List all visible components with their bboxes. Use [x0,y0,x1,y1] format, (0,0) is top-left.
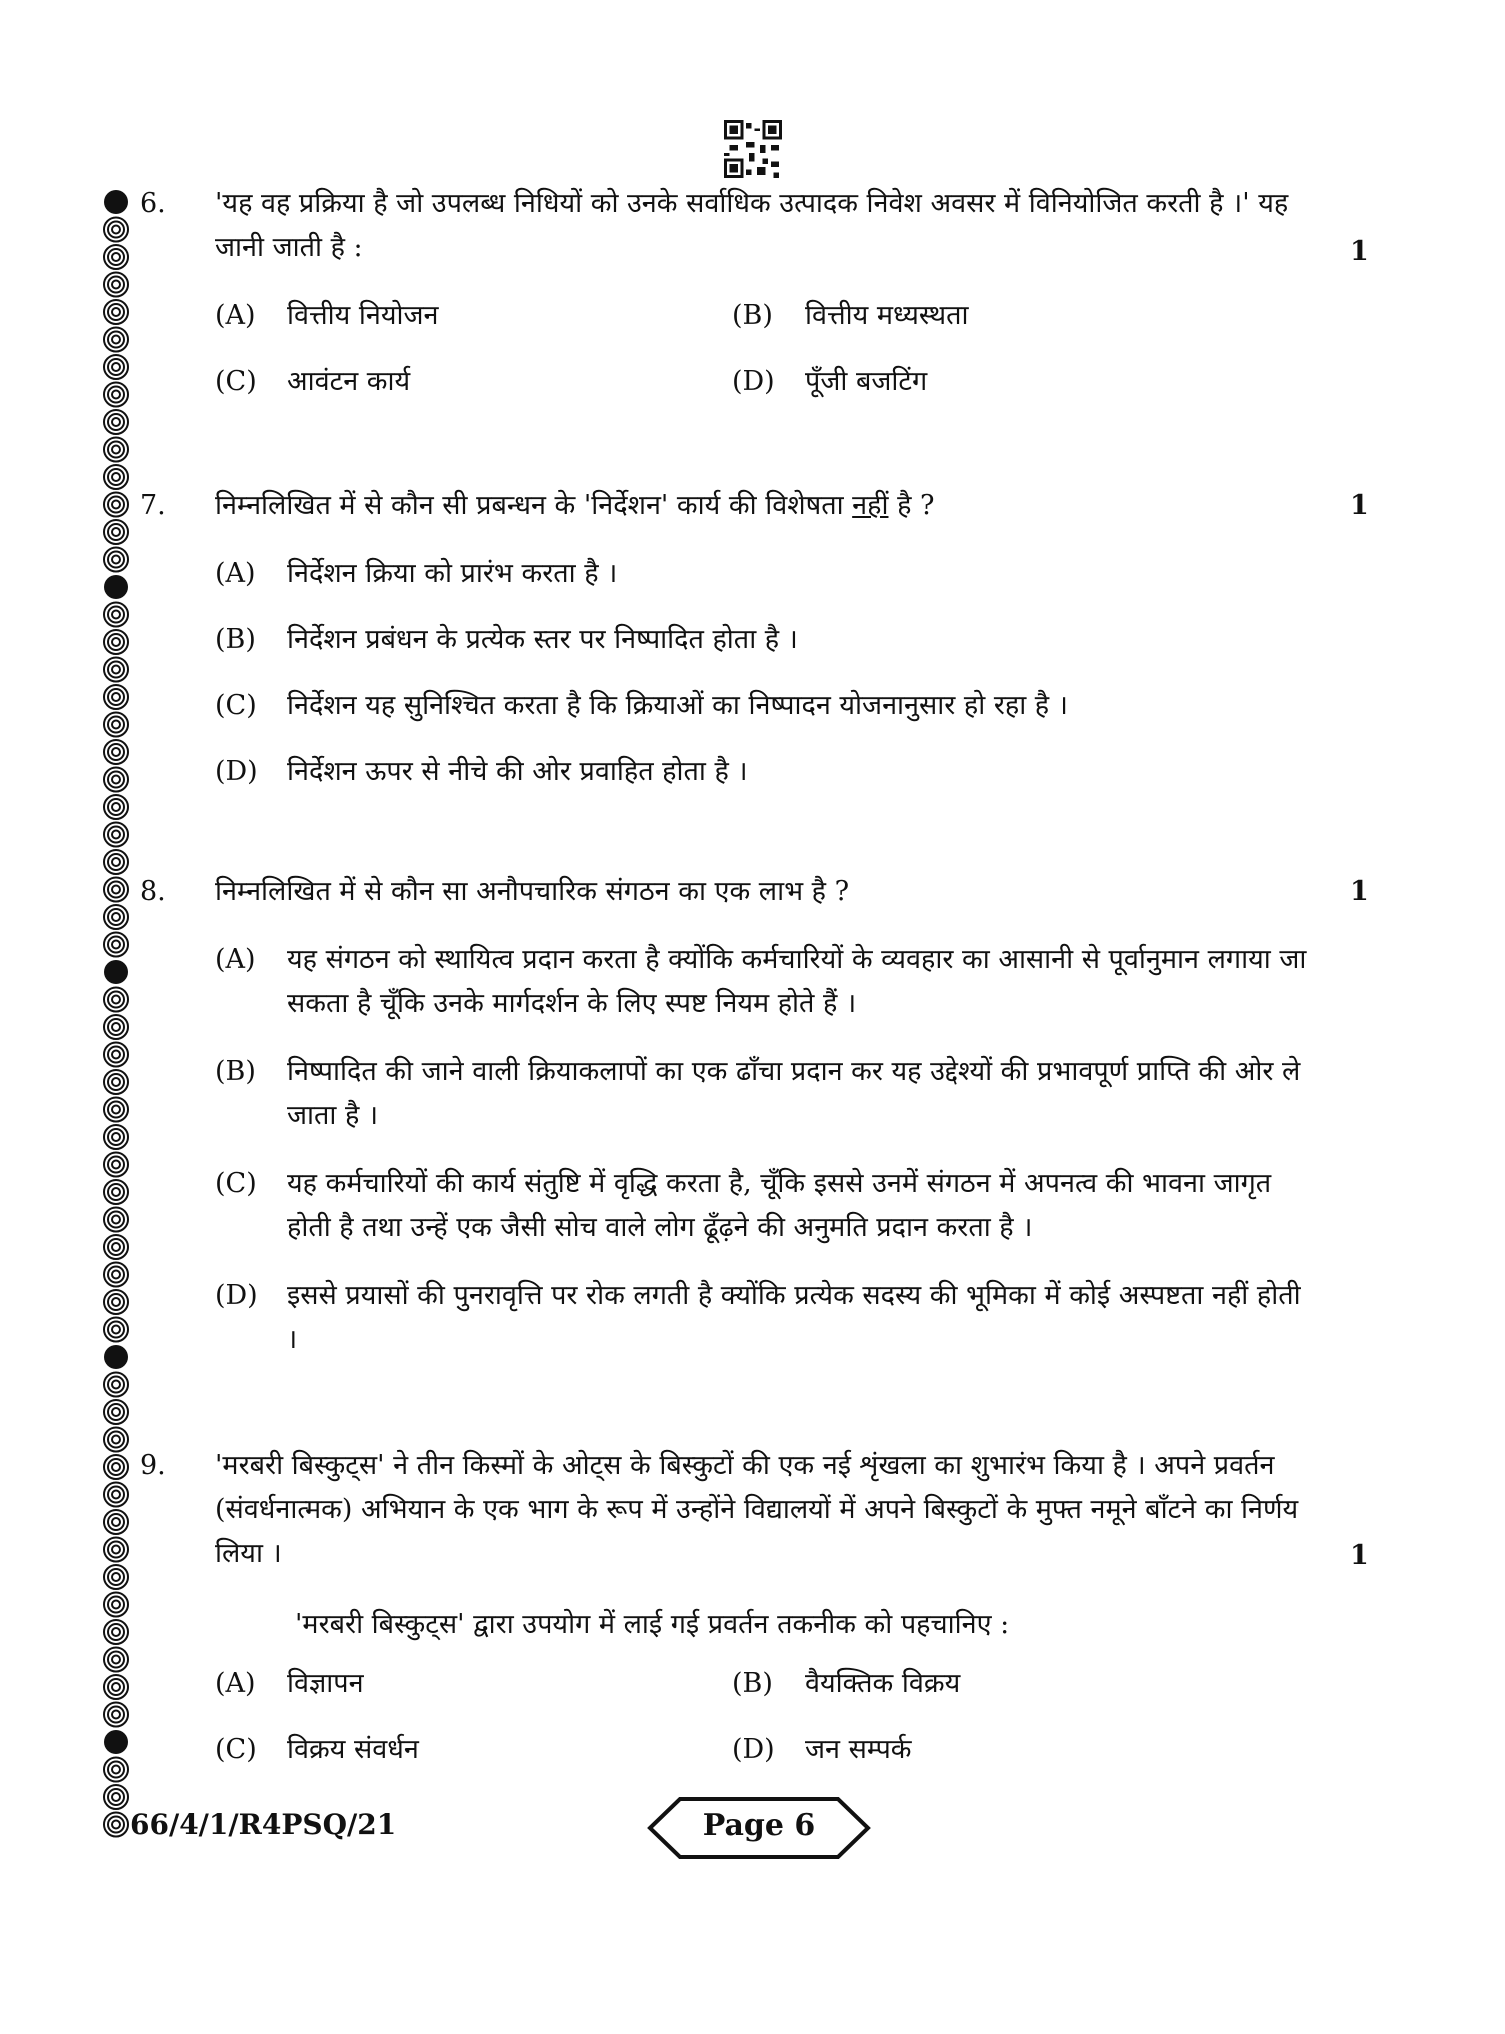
question-number: 6. [140,188,166,219]
option-text: विक्रय संवर्धन [287,1734,419,1765]
question-number: 9. [140,1450,166,1481]
question-text: 'मरबरी बिस्कुट्स' ने तीन किस्मों के ओट्स के बिस्कुटों की एक नई शृंखला का शुभारंभ किया है । अपने प्रवर्तन (संवर्धनात्मक) अभियान के एक भाग के रूप में उन्होंने विद्यालयों में अपने बिस्कुटों के मुफ्त नमूने बाँटने का निर्णय लिया । [215,1450,1299,1569]
margin-ring-icon [104,1043,128,1067]
margin-ring-icon [104,1290,128,1314]
option-label: (C) [215,690,257,721]
option-text: निर्देशन प्रबंधन के प्रत्येक स्तर पर निष्पादित होता है । [287,624,798,655]
margin-ring-icon [104,1675,128,1699]
option-label: (A) [215,300,256,331]
margin-ring-icon [104,1180,128,1204]
option-label: (B) [215,624,256,655]
question-text-part: निम्नलिखित में से कौन सी प्रबन्धन के 'निर्देशन' कार्य की विशेषता [215,490,853,521]
margin-ring-icon [104,245,128,269]
option-text: पूँजी बजटिंग [805,366,928,397]
question-emphasis: नहीं [852,490,889,521]
margin-ring-icon [104,960,128,984]
option-label: (D) [732,1734,775,1765]
margin-ring-icon [104,548,128,572]
option-text: आवंटन कार्य [287,366,411,397]
margin-ring-icon [104,1813,128,1837]
margin-ring-icon [104,1758,128,1782]
margin-ring-icon [104,878,128,902]
margin-ring-icon [104,988,128,1012]
margin-ring-icon [104,328,128,352]
margin-ring-icon [104,1153,128,1177]
option-label: (A) [215,558,256,589]
option-text: इससे प्रयासों की पुनरावृत्ति पर रोक लगती है क्योंकि प्रत्येक सदस्य की भूमिका में कोई अस्पष्टता नहीं होती । [287,1280,1301,1355]
margin-ring-icon [104,1318,128,1342]
option-label: (D) [215,1280,258,1311]
option-label: (C) [215,1734,257,1765]
margin-ring-icon [104,190,128,214]
margin-ring-icon [104,410,128,434]
margin-ring-icon [104,1538,128,1562]
margin-ring-icon [104,740,128,764]
margin-ring-icon [104,1428,128,1452]
margin-ring-icon [104,1098,128,1122]
margin-ring-icon [104,1070,128,1094]
margin-ring-icon [104,795,128,819]
margin-circle-column [96,188,136,1840]
page-number-badge [646,1796,872,1860]
margin-ring-icon [104,1648,128,1672]
question-text: निम्नलिखित में से कौन सा अनौपचारिक संगठन का एक लाभ है ? [215,876,850,907]
option-text: विज्ञापन [287,1668,364,1699]
paper-code: 66/4/1/R4PSQ/21 [130,1808,397,1841]
margin-ring-icon [104,273,128,297]
margin-ring-icon [104,823,128,847]
margin-ring-icon [104,1785,128,1809]
question-marks: 1 [1350,1540,1369,1571]
margin-ring-icon [104,713,128,737]
option-label: (A) [215,944,256,975]
option-label: (D) [732,366,775,397]
margin-ring-icon [104,1373,128,1397]
margin-ring-icon [104,1208,128,1232]
margin-ring-icon [104,1235,128,1259]
margin-ring-icon [104,1730,128,1754]
margin-ring-icon [104,685,128,709]
margin-ring-icon [104,465,128,489]
margin-ring-icon [104,1703,128,1727]
option-label: (B) [732,1668,773,1699]
page-number: Page 6 [702,1808,816,1843]
question-marks: 1 [1350,236,1369,267]
margin-ring-icon [104,1400,128,1424]
option-label: (D) [215,756,258,787]
question-marks: 1 [1350,876,1369,907]
margin-ring-icon [104,1510,128,1534]
margin-ring-icon [104,218,128,242]
margin-ring-icon [104,905,128,929]
option-label: (B) [732,300,773,331]
question-number: 8. [140,876,166,907]
qr-code-icon [724,120,782,178]
margin-ring-icon [104,850,128,874]
margin-ring-icon [104,630,128,654]
margin-ring-icon [104,575,128,599]
option-text: यह कर्मचारियों की कार्य संतुष्टि में वृद्धि करता है, चूँकि इससे उनमें संगठन में अपनत्व की भावना जागृत होती है तथा उन्हें एक जैसी सोच वाले लोग ढूँढ़ने की अनुमति प्रदान करता है । [287,1168,1272,1243]
option-text: निर्देशन ऊपर से नीचे की ओर प्रवाहित होता है । [287,756,748,787]
margin-ring-icon [104,355,128,379]
margin-ring-icon [104,1483,128,1507]
margin-ring-icon [104,658,128,682]
question-number: 7. [140,490,166,521]
margin-ring-icon [104,933,128,957]
margin-ring-icon [104,1455,128,1479]
margin-ring-icon [104,1565,128,1589]
question-marks: 1 [1350,490,1369,521]
option-text: निष्पादित की जाने वाली क्रियाकलापों का एक ढाँचा प्रदान कर यह उद्देश्यों की प्रभावपूर्ण प्राप्ति की ओर ले जाता है । [287,1056,1301,1131]
option-label: (C) [215,1168,257,1199]
option-text: वित्तीय नियोजन [287,300,439,331]
question-text: 'यह वह प्रक्रिया है जो उपलब्ध निधियों को उनके सर्वाधिक उत्पादक निवेश अवसर में विनियोजित करती है ।' यह जानी जाती है : [215,188,1289,263]
margin-ring-icon [104,1593,128,1617]
option-label: (B) [215,1056,256,1087]
margin-ring-icon [104,520,128,544]
option-text: जन सम्पर्क [805,1734,912,1765]
option-text: यह संगठन को स्थायित्व प्रदान करता है क्योंकि कर्मचारियों के व्यवहार का आसानी से पूर्वानुमान लगाया जा सकता है चूँकि उनके मार्गदर्शन के लिए स्पष्ट नियम होते हैं । [287,944,1307,1019]
option-text: वित्तीय मध्यस्थता [805,300,969,331]
option-text: निर्देशन यह सुनिश्चित करता है कि क्रियाओं का निष्पादन योजनानुसार हो रहा है । [287,690,1068,721]
margin-ring-icon [104,383,128,407]
margin-ring-icon [104,768,128,792]
question-subtext: 'मरबरी बिस्कुट्स' द्वारा उपयोग में लाई गई प्रवर्तन तकनीक को पहचानिए : [295,1609,1010,1640]
margin-ring-icon [104,1263,128,1287]
option-text: वैयक्तिक विक्रय [805,1668,961,1699]
margin-ring-icon [104,1015,128,1039]
question-text [215,484,1305,528]
margin-ring-icon [104,1125,128,1149]
margin-ring-icon [104,603,128,627]
margin-ring-icon [104,493,128,517]
question-text-part: है ? [888,490,935,521]
margin-ring-icon [104,1620,128,1644]
option-text: निर्देशन क्रिया को प्रारंभ करता है । [287,558,618,589]
option-label: (A) [215,1668,256,1699]
margin-ring-icon [104,300,128,324]
option-label: (C) [215,366,257,397]
margin-ring-icon [104,438,128,462]
margin-ring-icon [104,1345,128,1369]
